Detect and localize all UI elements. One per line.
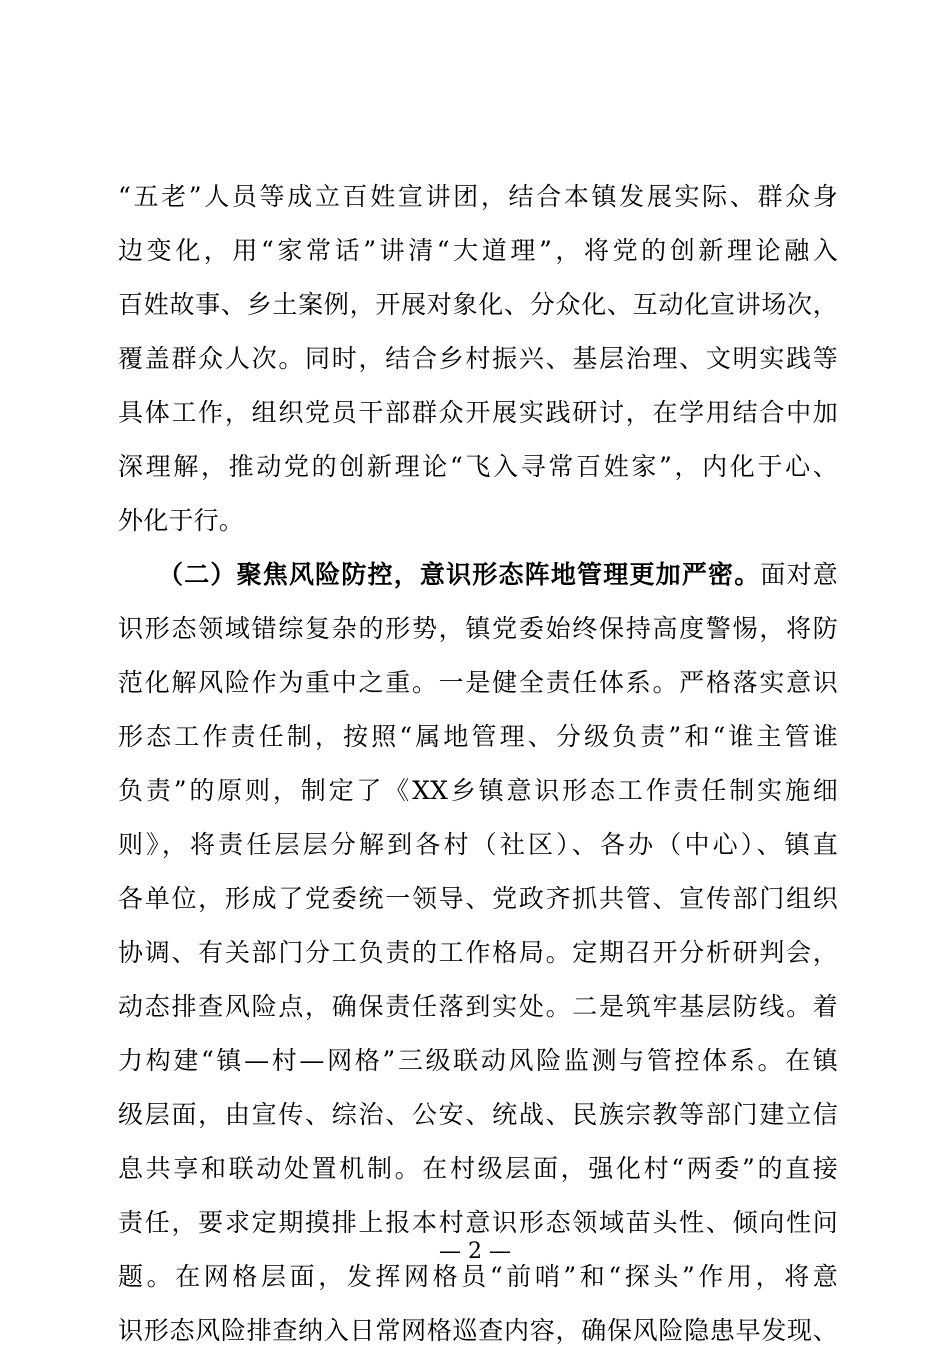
page-number: — 2 —	[439, 1239, 511, 1264]
p2-line-15: 识形态风险排查纳入日常网格巡查内容，确保风险隐患早发现、	[118, 1316, 838, 1345]
section-heading: （二）聚焦风险防控，意识形态阵地管理更加严密。	[158, 560, 761, 589]
p1-line-2: 边变化，用“家常话”讲清“大道理”，将党的创新理论融入	[118, 236, 838, 265]
p2-line-14: 题。在网格层面，发挥网格员“前哨”和“探头”作用，将意	[118, 1262, 838, 1291]
p2-line-8: 协调、有关部门分工负责的工作格局。定期召开分析研判会，	[118, 938, 838, 967]
p1-line-3: 百姓故事、乡土案例，开展对象化、分众化、互动化宣讲场次，	[118, 290, 838, 319]
p2-line-6: 则》，将责任层层分解到各村（社区）、各办（中心）、镇直	[118, 830, 838, 859]
p2-line-4: 形态工作责任制，按照“属地管理、分级负责”和“谁主管谁	[118, 722, 838, 751]
p2-line-9: 动态排查风险点，确保责任落到实处。二是筑牢基层防线。着	[118, 992, 838, 1021]
p2-line-10: 力构建“镇—村—网格”三级联动风险监测与管控体系。在镇	[118, 1046, 838, 1075]
p2-line-1	[118, 548, 838, 602]
p2-line-2: 识形态领域错综复杂的形势，镇党委始终保持高度警惕，将防	[118, 614, 838, 643]
p2-line-7: 各单位，形成了党委统一领导、党政齐抓共管、宣传部门组织	[118, 884, 838, 913]
p2-line-3: 范化解风险作为重中之重。一是健全责任体系。严格落实意识	[118, 668, 838, 697]
body-text	[118, 170, 838, 1358]
p2-line-12: 息共享和联动处置机制。在村级层面，强化村“两委”的直接	[118, 1154, 838, 1183]
p2-line-13: 责任，要求定期摸排上报本村意识形态领域苗头性、倾向性问	[118, 1208, 838, 1237]
p1-line-6: 深理解，推动党的创新理论“飞入寻常百姓家”，内化于心、	[118, 452, 838, 481]
p1-line-1: “五老”人员等成立百姓宣讲团，结合本镇发展实际、群众身	[118, 182, 838, 211]
p1-line-7: 外化于行。	[118, 506, 245, 535]
p2-line-1-rest: 面对意	[760, 560, 838, 589]
p1-line-5: 具体工作，组织党员干部群众开展实践研讨，在学用结合中加	[118, 398, 838, 427]
p1-line-4: 覆盖群众人次。同时，结合乡村振兴、基层治理、文明实践等	[118, 344, 838, 373]
p2-line-5: 负责”的原则，制定了《XX乡镇意识形态工作责任制实施细	[118, 776, 838, 805]
p2-line-11: 级层面，由宣传、综治、公安、统战、民族宗教等部门建立信	[118, 1100, 838, 1129]
